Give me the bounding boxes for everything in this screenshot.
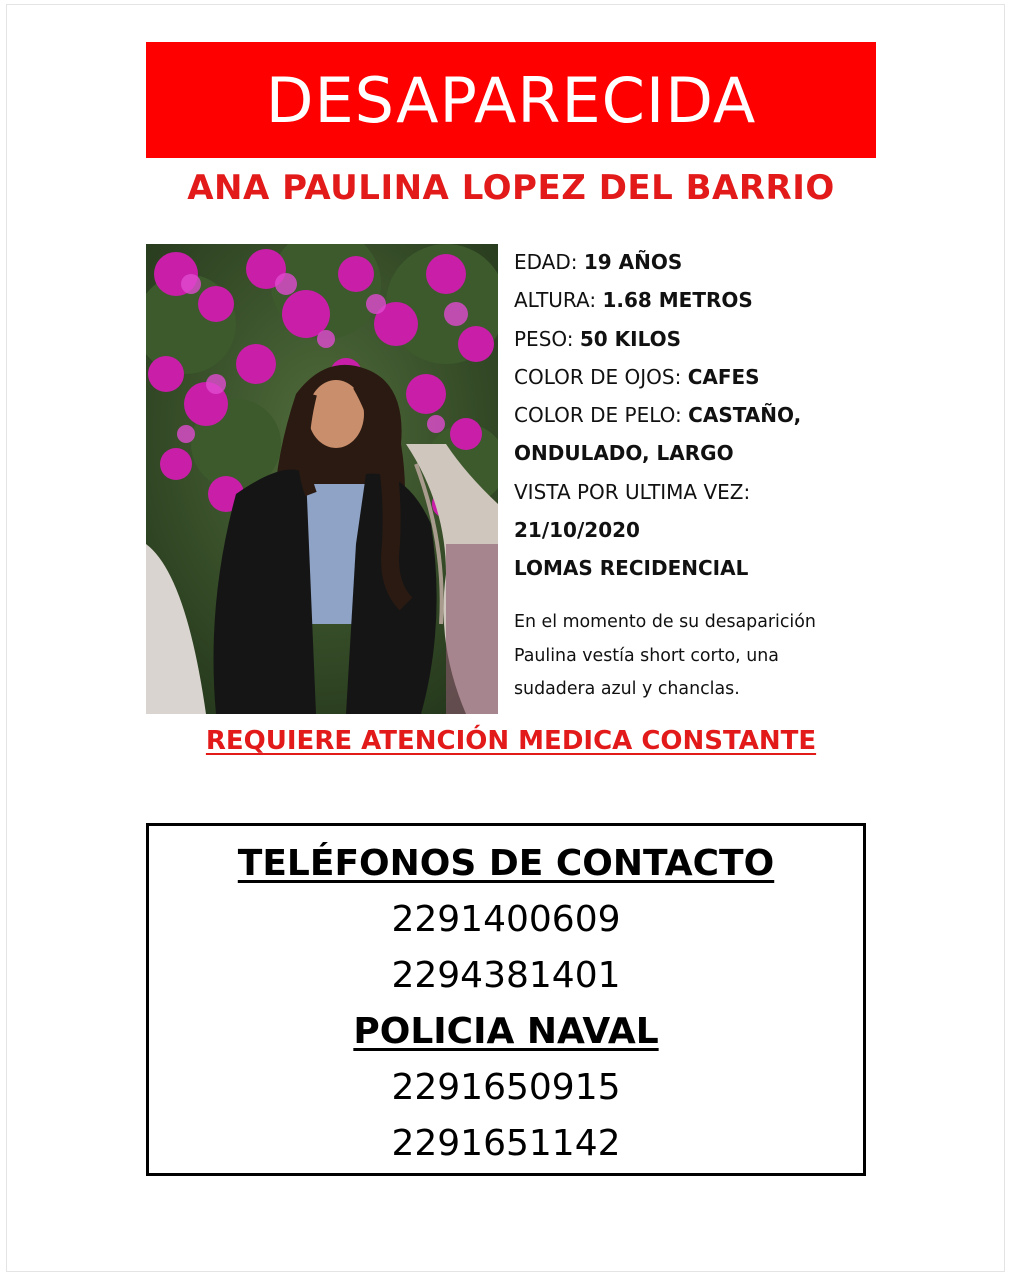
details-list <box>514 248 874 593</box>
age-label: EDAD: <box>514 250 578 274</box>
contact-phone-1: 2291400609 <box>391 899 621 940</box>
description-line-3: sudadera azul y chanclas. <box>514 679 740 699</box>
missing-person-photo <box>146 244 498 714</box>
detail-height <box>514 286 874 324</box>
detail-last-seen-place <box>514 554 874 592</box>
title-banner <box>146 42 876 158</box>
hair-value-1: CASTAÑO, <box>688 403 802 428</box>
hair-value-2: ONDULADO, LARGO <box>514 441 734 466</box>
detail-last-seen-date <box>514 516 874 554</box>
police-heading: POLICIA NAVAL <box>353 1011 659 1052</box>
last-seen-label: VISTA POR ULTIMA VEZ: <box>514 479 751 504</box>
detail-last-seen <box>514 478 874 516</box>
clothing-description <box>514 606 859 707</box>
height-label: ALTURA: <box>514 288 597 313</box>
banner-title: DESAPARECIDA <box>265 63 757 137</box>
description-line-1: En el momento de su desaparición <box>514 612 816 632</box>
detail-age <box>514 248 874 286</box>
description-line-2: Paulina vestía short corto, una <box>514 645 779 666</box>
weight-value: 50 KILOS <box>579 326 682 351</box>
hair-label: COLOR DE PELO: <box>514 403 682 428</box>
person-name: ANA PAULINA LOPEZ DEL BARRIO <box>187 168 835 208</box>
medical-alert: REQUIERE ATENCIÓN MEDICA CONSTANTE <box>205 726 817 756</box>
police-phone-1: 2291650915 <box>391 1067 621 1108</box>
eyes-label: COLOR DE OJOS: <box>514 364 682 389</box>
detail-eyes <box>514 363 874 401</box>
contact-phone-2: 2294381401 <box>391 955 621 996</box>
police-phone-2: 2291651142 <box>391 1123 621 1164</box>
last-seen-place: LOMAS RECIDENCIAL <box>514 556 749 581</box>
detail-weight <box>514 325 874 363</box>
eyes-value: CAFES <box>687 364 760 389</box>
last-seen-date: 21/10/2020 <box>514 518 640 543</box>
contact-heading: TELÉFONOS DE CONTACTO <box>237 843 775 884</box>
detail-hair-cont <box>514 439 874 477</box>
height-value: 1.68 METROS <box>602 288 753 313</box>
contact-box <box>146 823 866 1176</box>
age-value: 19 AÑOS <box>583 250 683 274</box>
weight-label: PESO: <box>514 326 574 351</box>
detail-hair <box>514 401 874 439</box>
